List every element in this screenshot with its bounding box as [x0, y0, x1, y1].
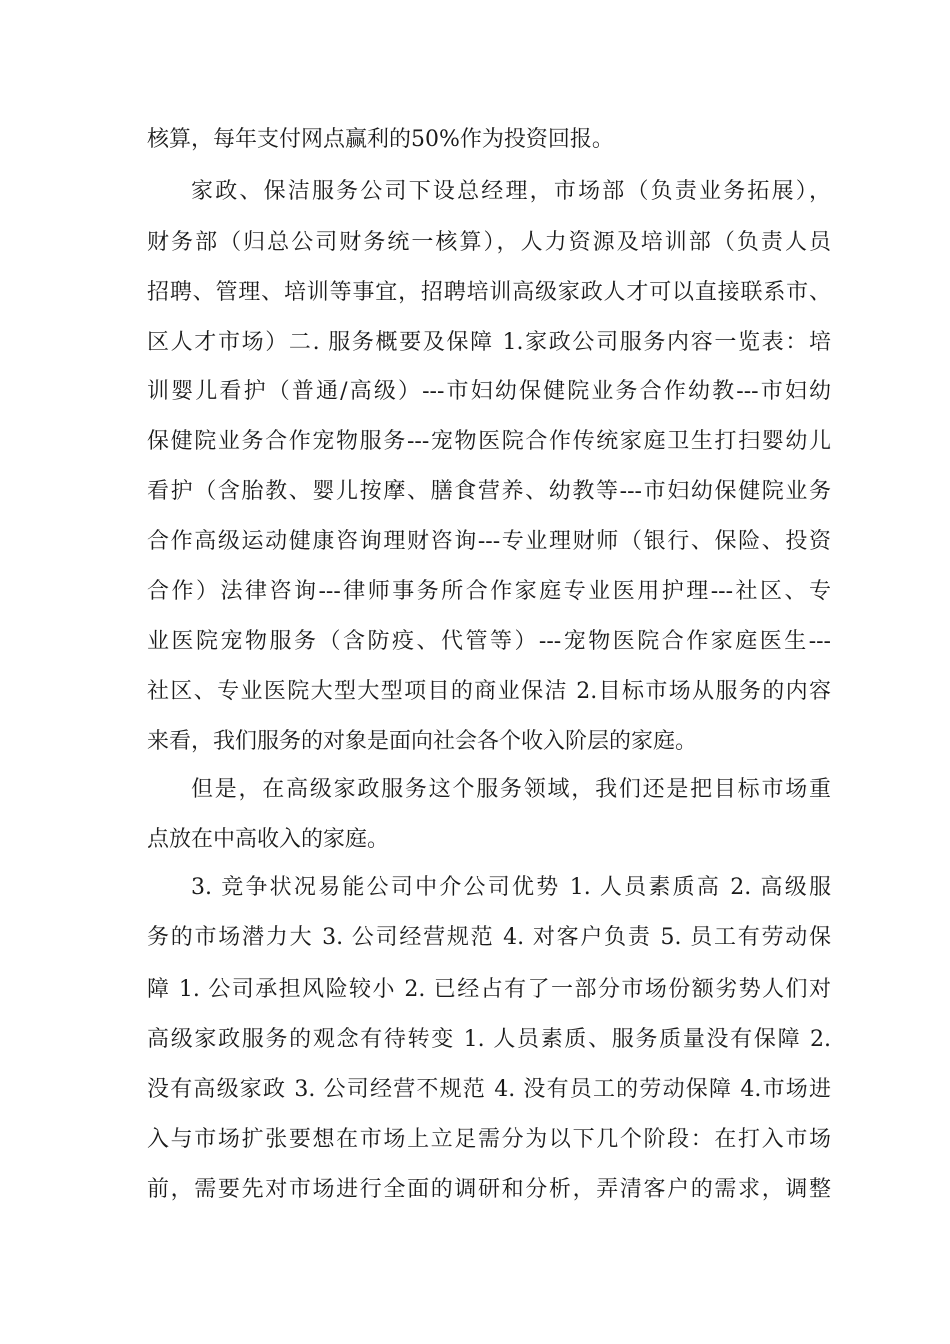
text-line: 社区、专业医院大型大型项目的商业保洁 2.目标市场从服务的内容	[147, 679, 831, 704]
text-line: 3. 竞争状况易能公司中介公司优势 1. 人员素质高 2. 高级服	[191, 875, 831, 900]
text-line: 家政、保洁服务公司下设总经理，市场部（负责业务拓展），	[191, 179, 831, 204]
text-line: 看护（含胎教、婴儿按摩、膳食营养、幼教等---市妇幼保健院业务	[147, 479, 831, 504]
text-line: 保健院业务合作宠物服务---宠物医院合作传统家庭卫生打扫婴幼儿	[147, 429, 831, 454]
text-line: 但是，在高级家政服务这个服务领域，我们还是把目标市场重	[191, 777, 831, 802]
text-line: 合作）法律咨询---律师事务所合作家庭专业医用护理---社区、专	[147, 579, 831, 604]
text-line: 前，需要先对市场进行全面的调研和分析，弄清客户的需求，调整	[147, 1177, 831, 1202]
text-line: 核算，每年支付网点赢利的50%作为投资回报。	[147, 127, 614, 152]
text-line: 合作高级运动健康咨询理财咨询---专业理财师（银行、保险、投资	[147, 529, 831, 554]
text-line: 来看，我们服务的对象是面向社会各个收入阶层的家庭。	[147, 729, 698, 754]
text-line: 没有高级家政 3. 公司经营不规范 4. 没有员工的劳动保障 4.市场进	[147, 1077, 831, 1102]
text-line: 区人才市场）二. 服务概要及保障 1.家政公司服务内容一览表：培	[147, 330, 831, 355]
text-line: 财务部（归总公司财务统一核算），人力资源及培训部（负责人员	[147, 230, 831, 255]
text-line: 业医院宠物服务（含防疫、代管等）---宠物医院合作家庭医生---	[147, 629, 831, 654]
text-line: 训婴儿看护（普通/高级）---市妇幼保健院业务合作幼教---市妇幼	[147, 379, 831, 404]
text-line: 招聘、管理、培训等事宜，招聘培训高级家政人才可以直接联系市、	[147, 280, 831, 305]
text-line: 障 1. 公司承担风险较小 2. 已经占有了一部分市场份额劣势人们对	[147, 977, 831, 1002]
text-line: 点放在中高收入的家庭。	[147, 827, 390, 852]
text-line: 务的市场潜力大 3. 公司经营规范 4. 对客户负责 5. 员工有劳动保	[147, 925, 831, 950]
text-line: 高级家政服务的观念有待转变 1. 人员素质、服务质量没有保障 2.	[147, 1027, 831, 1052]
text-line: 入与市场扩张要想在市场上立足需分为以下几个阶段：在打入市场	[147, 1127, 831, 1152]
